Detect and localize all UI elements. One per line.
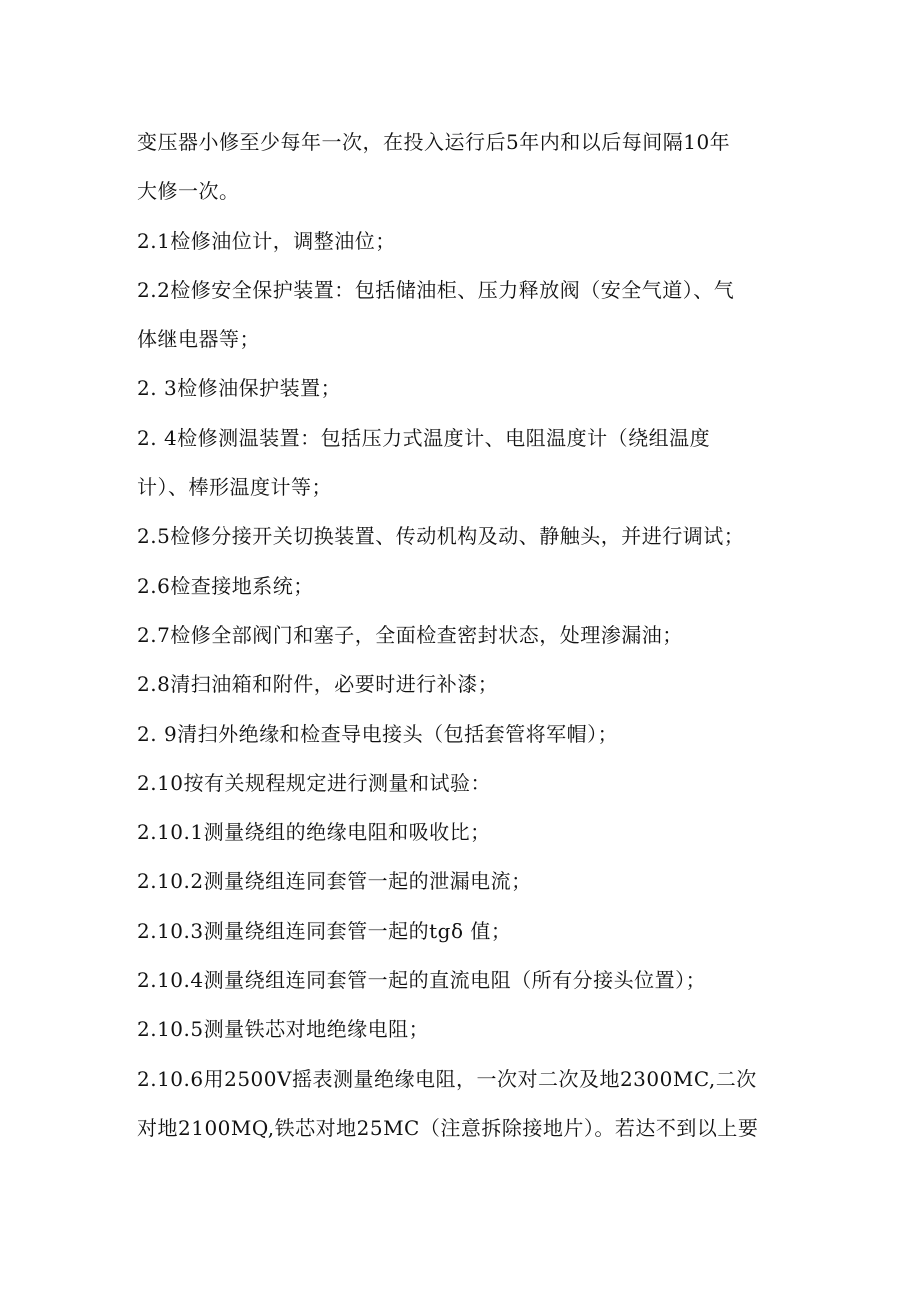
text-line: 对地2100MQ,铁芯对地25MC（注意拆除接地片）。若达不到以上要 bbox=[137, 1115, 759, 1140]
text-line: 2.10.3测量绕组连同套管一起的tgδ 值； bbox=[137, 918, 512, 943]
text-line: 2.2检修安全保护装置：包括储油柜、压力释放阀（安全气道）、气 bbox=[137, 277, 735, 302]
text-line: 2.10.6用2500V摇表测量绝缘电阻，一次对二次及地2300MC,二次 bbox=[137, 1066, 757, 1091]
text-line: 体继电器等； bbox=[137, 327, 260, 352]
text-line: 2.10按有关规程规定进行测量和试验： bbox=[137, 770, 492, 795]
text-line: 大修一次。 bbox=[137, 179, 240, 204]
text-line: 2.10.1测量绕组的绝缘电阻和吸收比； bbox=[137, 820, 491, 845]
text-line: 计）、棒形温度计等； bbox=[137, 475, 332, 500]
document-body bbox=[137, 118, 787, 1153]
text-line: 2.10.4测量绕组连同套管一起的直流电阻（所有分接头位置）； bbox=[137, 968, 707, 993]
text-line: 2.8清扫油箱和附件，必要时进行补漆； bbox=[137, 672, 499, 697]
text-line: 2. 9清扫外绝缘和检查导电接头（包括套管将军帽）； bbox=[137, 721, 619, 746]
text-line: 2.10.2测量绕组连同套管一起的泄漏电流； bbox=[137, 869, 532, 894]
text-line: 2. 4检修测温装置：包括压力式温度计、电阻温度计（绕组温度 bbox=[137, 425, 711, 450]
text-line: 2.6检查接地系统； bbox=[137, 573, 314, 598]
text-line: 2. 3检修油保护装置； bbox=[137, 376, 342, 401]
text-line: 2.10.5测量铁芯对地绝缘电阻； bbox=[137, 1017, 430, 1042]
text-line: 2.1检修油位计，调整油位； bbox=[137, 228, 396, 253]
text-line: 2.5检修分接开关切换装置、传动机构及动、静触头，并进行调试； bbox=[137, 524, 745, 549]
text-line: 变压器小修至少每年一次，在投入运行后5年内和以后每间隔10年 bbox=[137, 130, 731, 154]
text-line: 2.7检修全部阀门和塞子，全面检查密封状态，处理渗漏油； bbox=[137, 622, 683, 647]
